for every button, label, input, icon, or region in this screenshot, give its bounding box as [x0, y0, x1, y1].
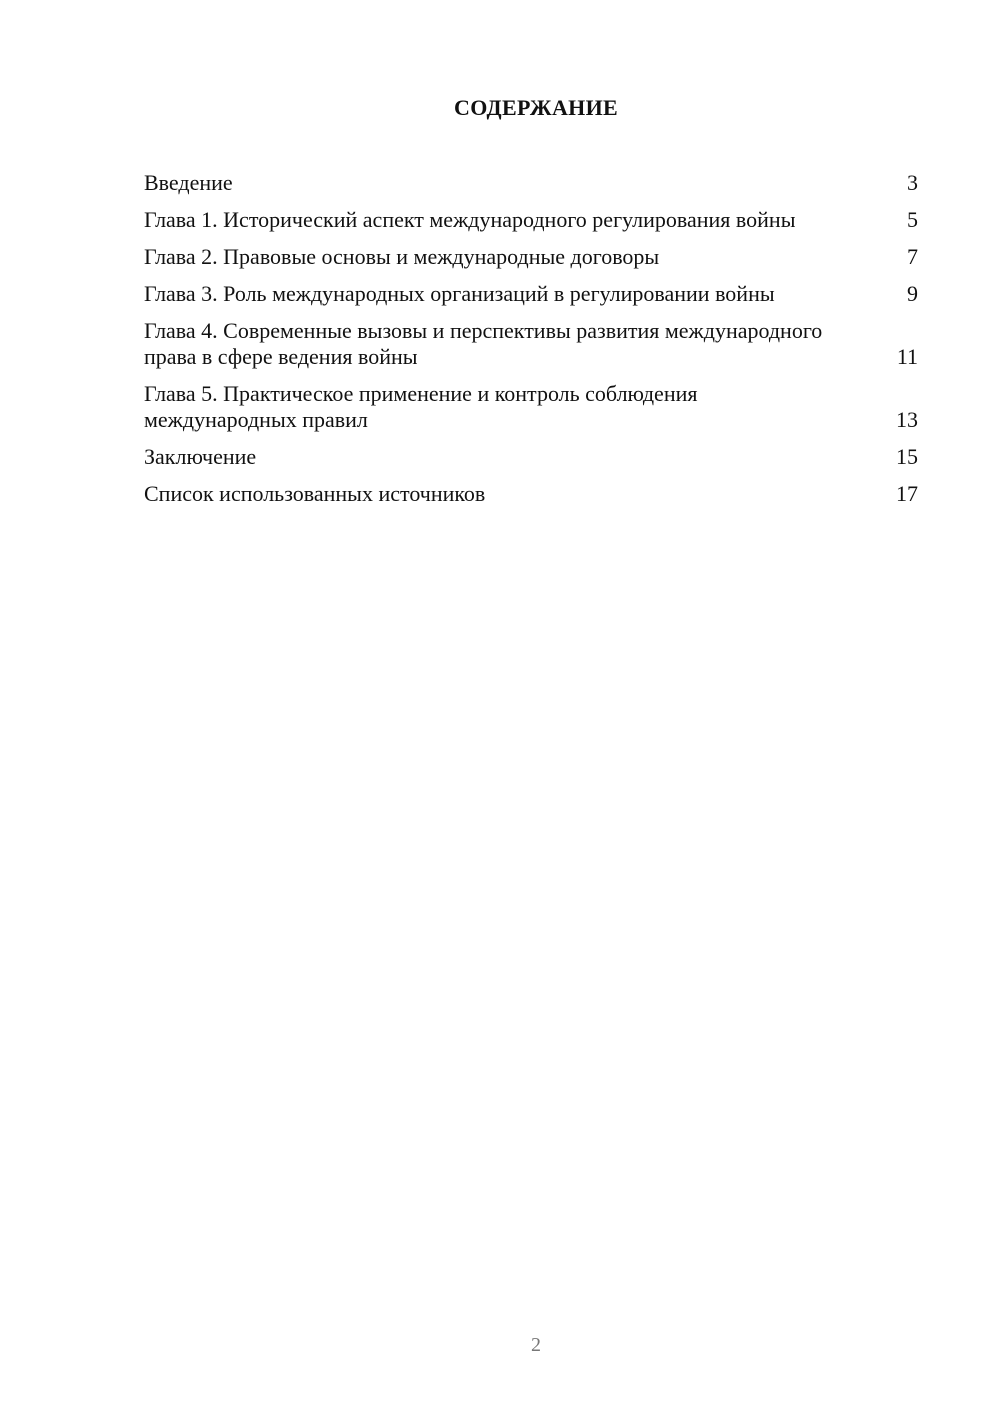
toc-entry-chapter-1[interactable]	[144, 207, 918, 233]
toc-entry-references[interactable]	[144, 481, 918, 507]
toc-entry-label: Глава 1. Исторический аспект международного регулирования войны	[144, 207, 796, 232]
toc-heading-text: СОДЕРЖАНИЕ	[454, 95, 618, 120]
toc-entry-page: 11	[896, 344, 918, 369]
toc-entry-label: Список использованных источников	[144, 481, 486, 506]
toc-entry-chapter-5[interactable]	[144, 381, 918, 433]
toc-heading	[0, 95, 1000, 121]
toc-entry-chapter-4[interactable]	[144, 318, 918, 370]
toc-entry-page: 13	[896, 407, 918, 432]
toc-entry-page: 5	[907, 207, 918, 232]
toc-entry-page: 9	[907, 281, 918, 306]
toc-entry-label: Глава 5. Практическое применение и контроль соблюдения международных правил	[144, 381, 698, 432]
toc-entry-label: Глава 4. Современные вызовы и перспективы развития международного права в сфере ведения войны	[144, 318, 823, 369]
toc-entry-page: 15	[896, 444, 918, 469]
toc-entry-conclusion[interactable]	[144, 444, 918, 470]
toc-entry-chapter-3[interactable]	[144, 281, 918, 307]
toc-entry-label: Заключение	[144, 444, 257, 469]
toc-entry-label: Введение	[144, 170, 233, 195]
toc-entry-page: 7	[907, 244, 918, 269]
toc-entry-chapter-2[interactable]	[144, 244, 918, 270]
table-of-contents	[144, 170, 918, 518]
page-number: 2	[531, 1334, 541, 1356]
toc-entry-page: 17	[896, 481, 918, 506]
toc-entry-label: Глава 3. Роль международных организаций в регулировании войны	[144, 281, 775, 306]
toc-entry-label: Глава 2. Правовые основы и международные договоры	[144, 244, 660, 269]
toc-entry-page: 3	[907, 170, 918, 195]
toc-entry-introduction[interactable]	[144, 170, 918, 196]
